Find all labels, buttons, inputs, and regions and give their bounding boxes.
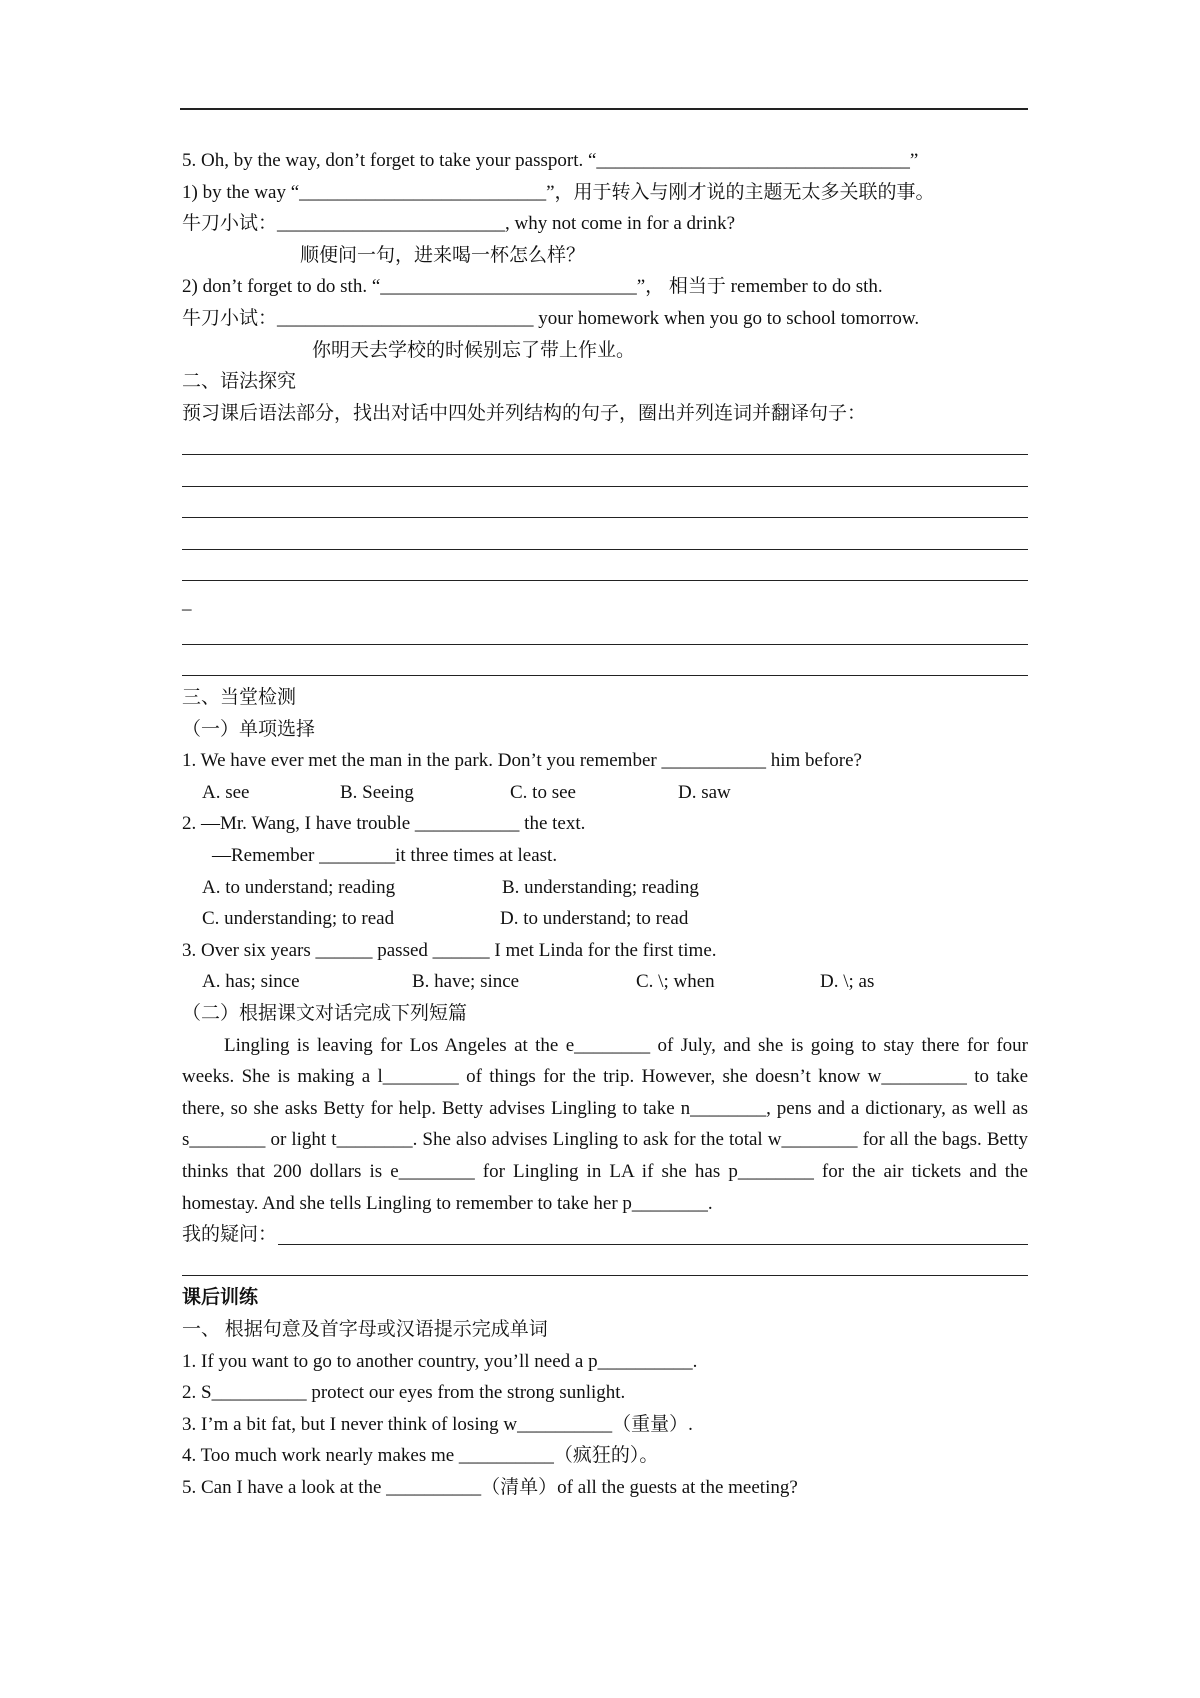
option-d: D. to understand; to read (500, 908, 689, 930)
answer-line (182, 493, 1028, 525)
answer-line (182, 1251, 1028, 1283)
answer-line (182, 461, 1028, 493)
section-grammar-heading: 二、语法探究 (182, 371, 297, 393)
option-c: C. \; when (636, 971, 715, 993)
passage (182, 1030, 1028, 1220)
by-the-way-note: 1) by the way “__________________________”，用于转入与刚才说的主题无太多关联的事。 (182, 181, 935, 203)
question-2-options-ab (182, 872, 1028, 904)
my-question-line (182, 1219, 1028, 1251)
passage-heading: （二）根据课文对话完成下列短篇 (182, 1003, 468, 1025)
practice-2-translation: 你明天去学校的时候别忘了带上作业。 (312, 339, 636, 361)
section-check-heading: 三、当堂检测 (182, 687, 297, 709)
option-c: C. to see (510, 781, 576, 803)
stray-underscore: _ (182, 592, 192, 614)
option-b: B. understanding; reading (502, 876, 699, 898)
option-a: A. has; since (202, 971, 300, 993)
header-rule (180, 108, 1028, 110)
answer-line (182, 429, 1028, 461)
exercise-1: 1. If you want to go to another country, you’ll need a p__________. (182, 1350, 698, 1372)
question-3-options (182, 966, 1028, 998)
answer-line (182, 619, 1028, 651)
question-1: 1. We have ever met the man in the park. Don’t you remember ___________ him before? (182, 750, 862, 772)
worksheet-content (182, 145, 1028, 1504)
option-a: A. to understand; reading (202, 876, 396, 898)
practice-2: 牛刀小试：___________________________ your homework when you go to school tomorrow. (182, 307, 920, 329)
answer-line (182, 524, 1028, 556)
exercise-2: 2. S__________ protect our eyes from the strong sunlight. (182, 1382, 626, 1404)
passage-text: Lingling is leaving for Los Angeles at the e________ of July, and she is going to stay there for four weeks. She is making a l________ of things for the trip. However, she doesn’t know w_________ to take there, so she asks Betty for help. Betty advises Lingling to take n________, pens and a dictionary, as well as s________ or light t________. She also advises Lingling to ask for the total w________ for all the bags. Betty thinks that 200 dollars is e________ for Lingling in LA if she has p________ for the air tickets and the homestay. And she tells Lingling to remember to take her p________. (182, 1034, 1028, 1214)
question-2-reply: —Remember ________it three times at least. (212, 845, 558, 867)
exercise-4: 4. Too much work nearly makes me __________（疯狂的）。 (182, 1445, 659, 1467)
option-c: C. understanding; to read (202, 908, 395, 930)
item-5-sentence: 5. Oh, by the way, don’t forget to take your passport. “_________________________________” (182, 150, 919, 171)
practice-1-translation: 顺便问一句，进来喝一杯怎么样？ (300, 244, 586, 266)
grammar-instruction: 预习课后语法部分，找出对话中四处并列结构的句子，圈出并列连词并翻译句子： (182, 402, 867, 424)
option-b: B. have; since (412, 971, 520, 993)
exercise-3: 3. I’m a bit fat, but I never think of losing w__________（重量）. (182, 1413, 693, 1435)
option-d: D. saw (678, 781, 731, 803)
option-b: B. Seeing (340, 781, 414, 803)
exercise-heading: 一、 根据句意及首字母或汉语提示完成单词 (182, 1318, 548, 1340)
my-question-label: 我的疑问： (182, 1224, 278, 1246)
my-question-fill (278, 1244, 1028, 1245)
answer-line (182, 651, 1028, 683)
option-d: D. \; as (820, 971, 875, 993)
exercise-5: 5. Can I have a look at the __________（清单）of all the guests at the meeting? (182, 1476, 798, 1498)
question-1-options (182, 777, 1028, 809)
dont-forget-note: 2) don’t forget to do sth. “___________________________”， 相当于 remember to do sth. (182, 276, 883, 298)
question-3: 3. Over six years ______ passed ______ I met Linda for the first time. (182, 939, 717, 961)
single-choice-heading: （一）单项选择 (182, 718, 316, 740)
question-2: 2. —Mr. Wang, I have trouble ___________ the text. (182, 813, 586, 835)
question-2-options-cd (182, 903, 1028, 935)
after-class-heading: 课后训练 (182, 1287, 259, 1309)
answer-line (182, 556, 1028, 588)
option-a: A. see (202, 781, 250, 803)
practice-1: 牛刀小试：________________________, why not come in for a drink? (182, 213, 736, 235)
